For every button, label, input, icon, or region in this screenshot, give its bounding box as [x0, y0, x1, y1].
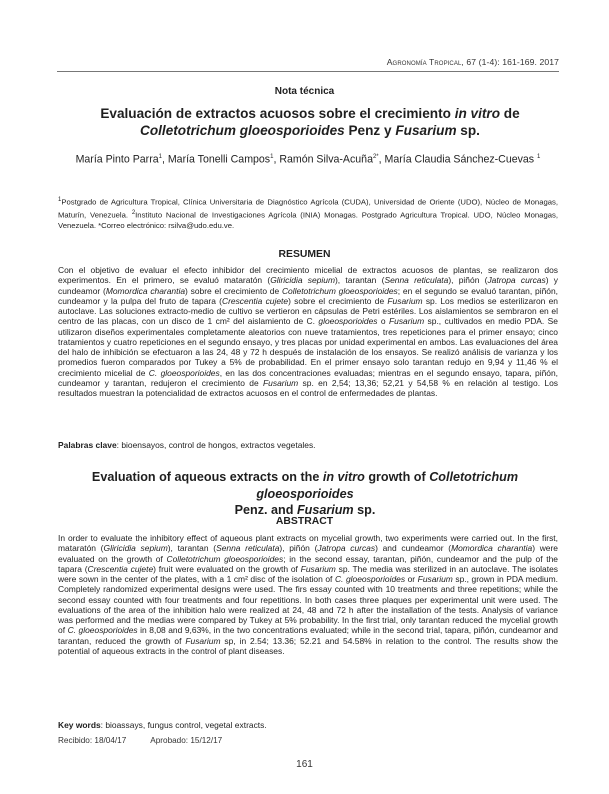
keywords-spanish: Palabras clave: bioensayos, control de hongos, extractos vegetales.: [58, 440, 316, 450]
header-rule: [57, 71, 559, 72]
keywords-english: Key words: bioassays, fungus control, vegetal extracts.: [58, 720, 267, 730]
submission-dates: [58, 736, 246, 745]
resumen-body: Con el objetivo de evaluar el efecto inhibidor del crecimiento micelial de extractos acuosos de plantas, se realizaron dos experimentos. En el primero, se evaluó mataratón (Gliricidia sepium), tarantan (Senna reticulata), piñón (Jatropa curcas) y cundeamor (Momordica charantia) sobre el crecimiento de Colletotrichum gloeosporioides; en el segundo se evaluó tarantan, piñón, cundeamor y la pulpa del fruto de tapara (Crescentia cujete) sobre el crecimiento de Fusarium sp. Los medios se esterilizaron en autoclave. Las soluciones extracto-medio de cultivo se vertieron en cápsulas de Petri estériles. Los aislamientos se sembraron en el centro de las placas, con un disco de 1 cm² del aislamiento de C. gloeosporioides o Fusarium sp., cultivados en medio PDA. Se utilizaron diseños experimentales completamente aleatorios con nueve tratamientos, tres repeticiones para el primer ensayo; cinco tratamientos y cuatro repeticiones en el segundo ensayo, y tres placas por unidad experimental en ambos. Las evaluaciones del área del halo de inhibición se efectuaron a las 24, 48 y 72 h después de instalación de los ensayos. Se realizó análisis de varianza y los promedios fueron comparados por Tukey a 5% de probabilidad. En el primer ensayo solo tarantan redujo en 9,94 y 11,46 % el crecimiento micelial de C. gloeosporioides, en las dos concentraciones evaluadas; mientras en el segundo ensayo, tapara, piñón, cundeamor y tarantan, redujeron el crecimiento de Fusarium sp. en 2,54; 13,36; 52,21 y 54,58 % en relación al testigo. Los resultados muestran la potencialidad de extractos acuosos en el control de enfermedades de plantas.: [58, 265, 559, 398]
page-number: 161: [296, 759, 313, 770]
journal-header: [387, 57, 559, 67]
affiliations: $^1$Postgrado de Agricultura Tropical, Clínica Universitaria de Diagnóstico Agrícola (CUDA), Universidad de Oriente (UDO), Núcleo de Monagas, Maturín, Venezuela. $^2$Instituto Nacional de Investigaciones Agrícola (INIA) Monagas. Postgrado Agricultura Tropical. UDO, Núcleo Monagas, Venezuela. *Correo electrónico: rsilva@udo.edu.ve.: [58, 197, 558, 230]
note-label: Nota técnica: [274, 86, 335, 97]
journal-name: Agronomía Tropical: [386, 57, 462, 67]
author-list: María Pinto Parra$^1$, María Tonelli Campos$^1$, Ramón Silva-Acuña$^{2*}$, María Claudia Sánchez-Cuevas $^1$: [75, 153, 541, 166]
title-english: Evaluation of aqueous extracts on the in vitro growth of Colletotrichum gloeosporioides Penz. and Fusarium sp.: [91, 470, 519, 517]
author-name: , María Claudia Sánchez-Cuevas: [378, 153, 538, 166]
approved-date: Aprobado: 15/12/17: [150, 736, 223, 745]
abstract-body: In order to evaluate the inhibitory effect of aqueous plant extracts on mycelial growth, two experiments were carried out. In the first, mataratón (Gliricidia sepium), tarantan (Senna reticulata), piñón (Jatropa curcas) and cundeamor (Momordica charantia) were evaluated on the growth of Colletotrichum gloeosporioides; in the second essay, tarantan, piñón, cundeamor and the pulp of the tapara (Crescentia cujete) fruit were evaluated on the growth of Fusarium sp. The media was sterilized in an autoclave. The isolates were sown in the center of the plates, with a 1 cm² disc of the isolation of C. gloeosporioides or Fusarium sp., grown in PDA medium. Completely randomized experimental designs were used. The firs essay counted with 10 treatments and three repetitions; while the second essay counted with four treatments and four repetitions. In both cases three plaques per experimental unit were used. The evaluations of the area of the inhibition halo were realized at 24, 48 and 72 h after the installation of the tests. Analysis of variance was performed and the medias were compared by Tukey at 5% probability. In the first trial, only tarantan reduced the mycelial growth of C. gloeosporioides in 8,08 and 9,63%, in the two concentrations evaluated; while in the second trial, tapara, piñón, cundeamor and tarantan, reduced the growth of Fusarium sp, in 2.54; 13.36; 52.21 and 54.58% in relation to the control. The results show the potential of aqueous extracts in the control of plant diseases.: [58, 533, 559, 656]
journal-reference: , 67 (1-4): 161-169. 2017: [461, 57, 559, 67]
author-name: , María Tonelli Campos: [161, 153, 271, 166]
resumen-heading: RESUMEN: [278, 249, 331, 260]
author-name: María Pinto Parra: [75, 153, 159, 166]
abstract-heading: ABSTRACT: [275, 516, 334, 527]
received-date: Recibido: 18/04/17: [58, 736, 127, 745]
title-spanish: Evaluación de extractos acuosos sobre el crecimiento in vitro de Colletotrichum gloeosporioides Penz y Fusarium sp.: [100, 106, 520, 138]
author-name: , Ramón Silva-Acuña: [273, 153, 373, 166]
